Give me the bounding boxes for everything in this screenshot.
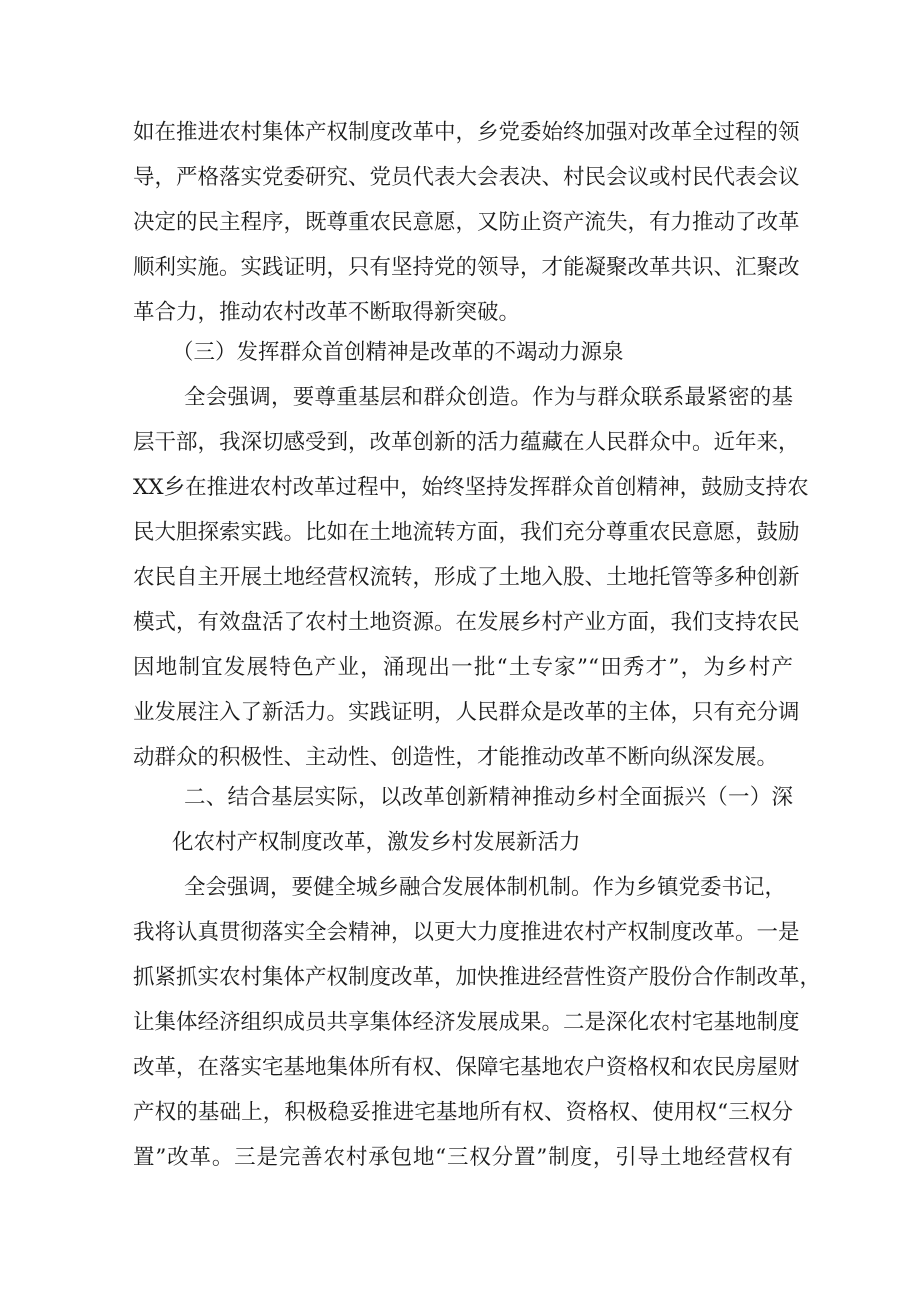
section-heading: （三）发挥群众首创精神是改革的不竭动力源泉 — [172, 340, 624, 365]
section-heading: 二、结合基层实际，以改革创新精神推动乡村全面振兴（一）深 — [184, 785, 793, 810]
text-line: 动群众的积极性、主动性、创造性，才能推动改革不断向纵深发展。 — [133, 745, 779, 770]
text-line: 农民自主开展土地经营权流转，形成了土地入股、土地托管等多种创新 — [133, 565, 800, 590]
text-line: 决定的民主程序，既尊重农民意愿，又防止资产流失，有力推动了改革 — [133, 210, 800, 235]
text-line: 置”改革。三是完善农村承包地“三权分置”制度，引导土地经营权有 — [133, 1145, 793, 1170]
text-line: 顺利实施。实践证明，只有坚持党的领导，才能凝聚改革共识、汇聚改 — [133, 255, 800, 280]
text-line: 业发展注入了新活力。实践证明，人民群众是改革的主体，只有充分调 — [133, 700, 800, 725]
text-line: 民大胆探索实践。比如在土地流转方面，我们充分尊重农民意愿，鼓励 — [133, 520, 800, 545]
text-line: 产权的基础上，积极稳妥推进宅基地所有权、资格权、使用权“三权分 — [133, 1100, 793, 1125]
text-line: 改革，在落实宅基地集体所有权、保障宅基地农户资格权和农民房屋财 — [133, 1055, 800, 1080]
text-line: 让集体经济组织成员共享集体经济发展成果。二是深化农村宅基地制度 — [133, 1010, 800, 1035]
text-line: XX乡在推进农村改革过程中，始终坚持发挥群众首创精神，鼓励支持农 — [133, 475, 809, 500]
section-heading: 化农村产权制度改革，激发乡村发展新活力 — [172, 830, 581, 855]
text-line: 模式，有效盘活了农村土地资源。在发展乡村产业方面，我们支持农民 — [133, 610, 800, 635]
text-line: 导，严格落实党委研究、党员代表大会表决、村民会议或村民代表会议 — [133, 165, 800, 190]
text-line: 因地制宜发展特色产业，涌现出一批“土专家”“田秀才”，为乡村产 — [133, 655, 793, 680]
text-line: 我将认真贯彻落实全会精神，以更大力度推进农村产权制度改革。一是 — [133, 920, 800, 945]
text-line: 全会强调，要健全城乡融合发展体制机制。作为乡镇党委书记， — [184, 875, 787, 900]
text-line: 如在推进农村集体产权制度改革中，乡党委始终加强对改革全过程的领 — [133, 120, 800, 145]
text-line: 抓紧抓实农村集体产权制度改革，加快推进经营性资产股份合作制改革， — [133, 965, 822, 990]
text-line: 全会强调，要尊重基层和群众创造。作为与群众联系最紧密的基 — [184, 385, 793, 410]
text-line: 层干部，我深切感受到，改革创新的活力蕴藏在人民群众中。近年来， — [133, 430, 800, 455]
text-line: 革合力，推动农村改革不断取得新突破。 — [133, 300, 521, 325]
